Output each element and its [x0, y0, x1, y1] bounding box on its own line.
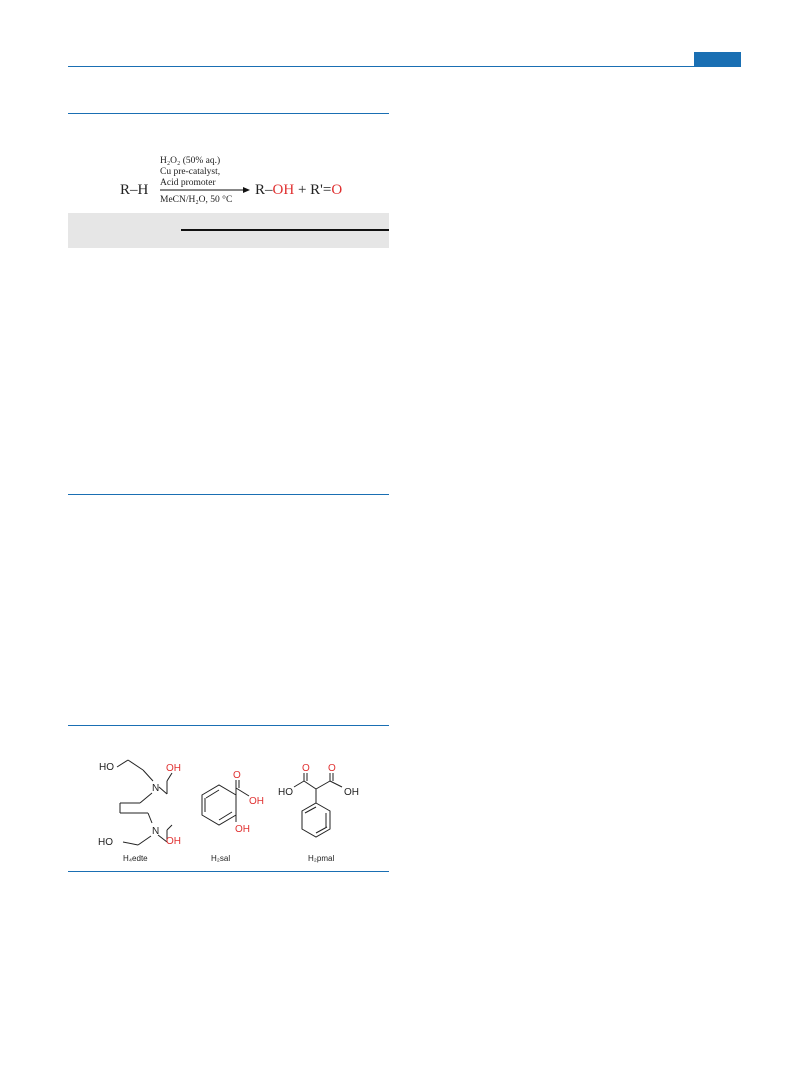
- arrow-head: [243, 187, 250, 193]
- ligand-h2sal: [202, 780, 249, 825]
- pmal-atom-o-left: O: [302, 763, 310, 774]
- scheme-top-rule: [68, 113, 389, 114]
- header-tab: [694, 52, 741, 67]
- plus-sign: +: [297, 182, 307, 198]
- table-black-rule: [181, 229, 389, 231]
- edte-atom-ho-top: HO: [99, 762, 114, 773]
- condition-line-2: Cu pre-catalyst,: [160, 167, 221, 177]
- ligand-h2pmal: [294, 773, 342, 837]
- section-rule: [68, 494, 389, 495]
- header-rule: [68, 66, 741, 67]
- edte-atom-oh-top: OH: [166, 763, 181, 774]
- pmal-atom-ho: HO: [278, 787, 293, 798]
- ligand-label-h2pmal: H₂pmal: [308, 854, 335, 863]
- sal-atom-oh-acid: OH: [249, 796, 264, 807]
- edte-atom-n-lower: N: [152, 826, 160, 837]
- ligands-top-rule: [68, 725, 389, 726]
- product-1-group: OH: [272, 182, 295, 198]
- ligand-label-h2sal: H₂sal: [211, 854, 231, 863]
- product-1-prefix: R–: [255, 182, 273, 198]
- ligand-h4edte: [117, 760, 172, 845]
- condition-line-1: H₂O₂ (50% aq.): [160, 156, 221, 166]
- reaction-scheme: [68, 140, 389, 220]
- condition-line-4: MeCN/H₂O, 50 °C: [160, 195, 233, 205]
- ligand-label-h4edte: H₄edte: [123, 854, 148, 863]
- svg-text:R–OH + R'=O: [255, 182, 342, 198]
- ligand-structures: [68, 740, 389, 865]
- edte-atom-ho-bottom: HO: [98, 837, 113, 848]
- sal-atom-oh-phenol: OH: [235, 824, 250, 835]
- edte-atom-oh-bottom: OH: [166, 836, 181, 847]
- reactant-label: R–H: [120, 182, 149, 198]
- ligands-bottom-rule: [68, 871, 389, 872]
- edte-atom-n-upper: N: [152, 783, 160, 794]
- sal-atom-o: O: [233, 770, 241, 781]
- product-2-group: O: [331, 182, 343, 198]
- pmal-atom-oh: OH: [344, 787, 359, 798]
- product-2-prefix: R'=: [310, 182, 332, 198]
- condition-line-3: Acid promoter: [160, 178, 216, 188]
- pmal-atom-o-right: O: [328, 763, 336, 774]
